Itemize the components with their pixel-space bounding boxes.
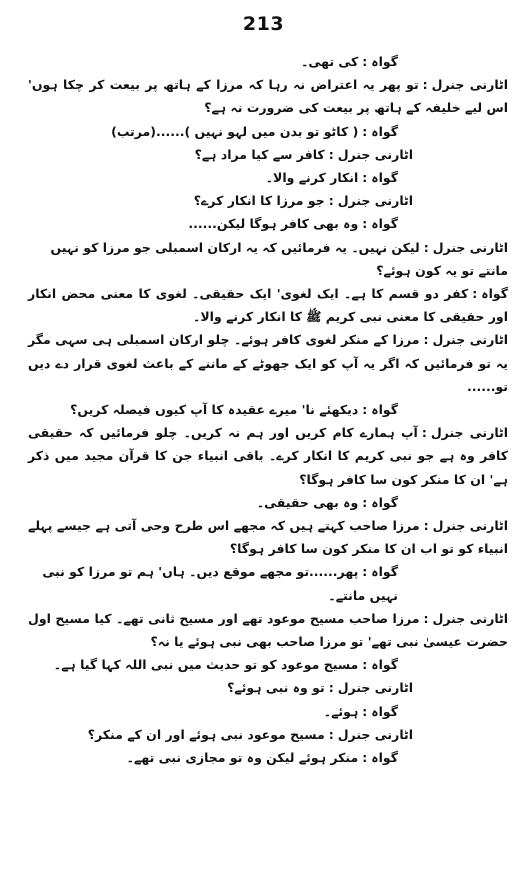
dialogue-line xyxy=(28,421,508,491)
speaker-separator: : xyxy=(423,610,429,626)
statement-text: لیکن نہیں۔ یہ فرمائیں کہ یہ ارکان اسمبلی جو مرزا کو نہیں مانتے تو یہ کون ہوئے؟ xyxy=(50,239,508,278)
dialogue-line xyxy=(28,700,508,723)
dialogue-line xyxy=(28,236,508,282)
dialogue-line xyxy=(28,143,508,166)
speaker-separator: : xyxy=(362,402,368,418)
dialogue-line xyxy=(28,607,508,653)
dialogue-line xyxy=(28,746,508,769)
statement-text: مسیح موعود نبی ہوئے اور ان کے منکر؟ xyxy=(87,726,325,742)
statement-text: مسیح موعود کو تو حدیث میں نبی اللہ کہا گیا ہے۔ xyxy=(53,657,359,673)
speaker-separator: : xyxy=(362,657,368,673)
statement-text: ہوئے۔ xyxy=(323,703,359,719)
dialogue-line xyxy=(28,189,508,212)
speaker-separator: : xyxy=(423,332,429,348)
speaker-separator: : xyxy=(362,703,368,719)
speaker-label: اٹارنی جنرل xyxy=(432,332,508,348)
statement-text: دیکھئے نا' میرے عقیدہ کا آپ کیوں فیصلہ کریں؟ xyxy=(70,402,359,418)
speaker-label: گواہ xyxy=(371,564,398,580)
dialogue-line xyxy=(28,73,508,119)
dialogue-line xyxy=(28,398,508,421)
speaker-label: گواہ xyxy=(371,170,398,186)
speaker-separator: : xyxy=(423,239,429,255)
page-number: 213 xyxy=(242,13,285,35)
speaker-label: اٹارنی جنرل xyxy=(431,77,508,93)
speaker-label: گواہ xyxy=(371,494,398,510)
speaker-label: اٹارنی جنرل xyxy=(432,610,509,626)
speaker-separator: : xyxy=(422,77,428,93)
dialogue-line xyxy=(28,212,508,235)
dialogue-line xyxy=(28,50,508,73)
dialogue-line xyxy=(28,560,508,606)
speaker-separator: : xyxy=(362,564,368,580)
dialogue-line xyxy=(28,491,508,514)
speaker-separator: : xyxy=(328,680,334,696)
statement-text: کافر سے کیا مراد ہے؟ xyxy=(194,146,325,162)
speaker-label: گواہ xyxy=(371,750,398,766)
statement-text: پھر......تو مجھے موقع دیں۔ ہاں' ہم تو مرزا کو نبی نہیں مانتے۔ xyxy=(42,564,398,603)
dialogue-line xyxy=(28,514,508,560)
statement-text: وہ بھی حقیقی۔ xyxy=(256,494,359,510)
speaker-label: اٹارنی جنرل xyxy=(337,726,413,742)
speaker-label: اٹارنی جنرل xyxy=(337,146,413,162)
speaker-separator: : xyxy=(423,518,429,534)
speaker-label: گواہ xyxy=(481,286,508,302)
speaker-separator: : xyxy=(328,146,334,162)
dialogue-line xyxy=(28,120,508,143)
statement-text: آپ ہمارے کام کریں اور ہم نہ کریں۔ چلو فرمائیں کہ حقیقی کافر وہ ہے جو نبی کریم کا انکار کرے۔ باقی انبیاء جن کا قرآن مجید میں ذکر ہے' ان کا منکر کون سا کافر ہوگا؟ xyxy=(28,425,508,487)
speaker-separator: : xyxy=(362,494,368,510)
dialogue-line xyxy=(28,653,508,676)
statement-text: تو وہ نبی ہوئے؟ xyxy=(227,680,325,696)
statement-text: منکر ہوئے لیکن وہ تو مجازی نبی تھے۔ xyxy=(126,750,359,766)
speaker-label: اٹارنی جنرل xyxy=(430,425,508,441)
speaker-separator: : xyxy=(362,54,368,69)
speaker-label: گواہ xyxy=(371,123,398,139)
speaker-separator: : xyxy=(472,286,478,302)
speaker-separator: : xyxy=(362,170,368,186)
statement-text: مرزا صاحب کہتے ہیں کہ مجھے اس طرح وحی آتی ہے جیسے پہلے انبیاء کو تو اب ان کا منکر کون سا کافر ہوگا؟ xyxy=(28,518,508,557)
speaker-label: اٹارنی جنرل xyxy=(337,193,413,209)
speaker-label: اٹارنی جنرل xyxy=(432,518,508,534)
speaker-label: گواہ xyxy=(371,703,398,719)
statement-text: تو پھر یہ اعتراض نہ رہا کہ مرزا کے ہاتھ پر بیعت کر چکا ہوں' اس لیے خلیفہ کے ہاتھ پر بیعت کی ضرورت نہ ہے؟ xyxy=(28,77,508,116)
dialogue-line xyxy=(28,166,508,189)
speaker-label: گواہ xyxy=(371,402,398,418)
statement-text: وہ بھی کافر ہوگا لیکن...... xyxy=(188,216,359,232)
dialogue-line xyxy=(28,282,508,328)
speaker-separator: : xyxy=(362,123,368,139)
speaker-separator: : xyxy=(328,193,334,209)
speaker-label: گواہ xyxy=(371,216,398,232)
statement-text: کفر دو قسم کا ہے۔ ایک لغوی' ایک حقیقی۔ لغوی کا معنی محض انکار اور حقیقی کا معنی نبی کریم ﷺ کا انکار کرنے والا۔ xyxy=(28,286,508,325)
speaker-label: اٹارنی جنرل xyxy=(337,680,413,696)
statement-text: مرزا صاحب مسیح موعود تھے اور مسیح ثانی تھے۔ کیا مسیح اول حضرت عیسیٰ نبی تھے' تو مرزا صاحب بھی نبی ہوئے یا نہ؟ xyxy=(28,610,508,650)
speaker-label: اٹارنی جنرل xyxy=(432,239,508,255)
dialogue-line xyxy=(28,676,508,699)
speaker-label: گواہ xyxy=(371,54,398,69)
speaker-separator: : xyxy=(421,425,427,441)
statement-text: جو مرزا کا انکار کرے؟ xyxy=(193,193,325,209)
dialogue-line xyxy=(28,723,508,746)
statement-text: ( کاٹو تو بدن میں لہو نہیں )......(مرتب) xyxy=(111,123,359,139)
speaker-separator: : xyxy=(328,726,334,742)
speaker-separator: : xyxy=(362,750,368,766)
statement-text: مرزا کے منکر لغوی کافر ہوئے۔ چلو ارکان اسمبلی ہی سہی مگر یہ تو فرمائیں کہ اگر یہ آپ کو ایک جھوٹے کے ماننے کے باعث لغوی قرار دے دیں تو...... xyxy=(28,332,508,394)
speaker-label: گواہ xyxy=(371,657,398,673)
speaker-separator: : xyxy=(362,216,368,232)
statement-text: انکار کرنے والا۔ xyxy=(265,170,359,186)
statement-text: کی تھی۔ xyxy=(301,54,359,69)
dialogue-transcript xyxy=(28,50,508,769)
dialogue-line xyxy=(28,328,508,398)
